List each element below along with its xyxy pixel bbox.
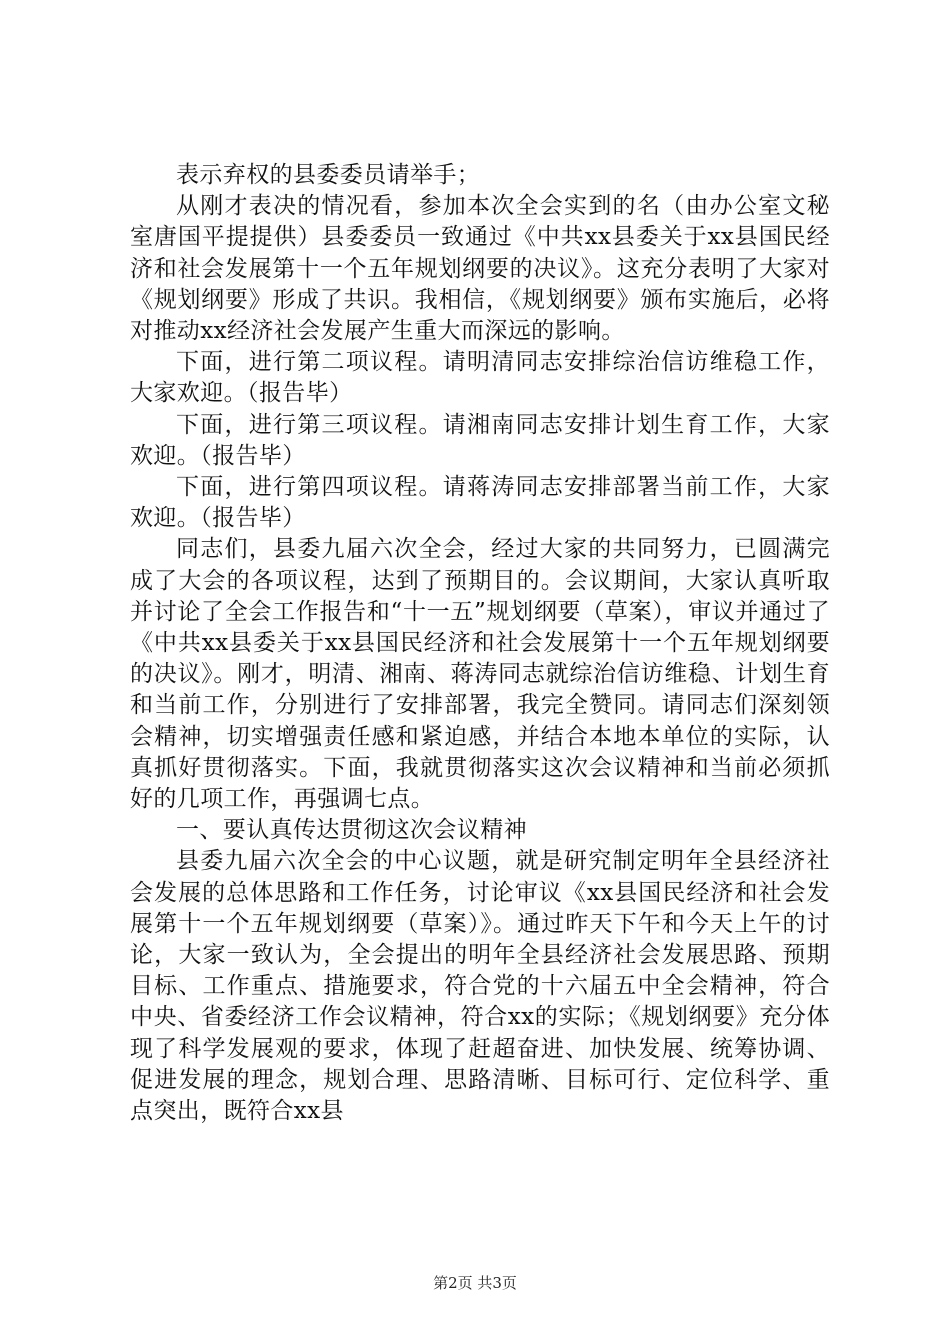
page-number-footer: 第2页 共3页	[433, 1274, 517, 1292]
paragraph-agenda-4: 下面，进行第四项议程。请蒋涛同志安排部署当前工作，大家欢迎。（报告毕）	[130, 474, 830, 532]
section-heading-1: 一、要认真传达贯彻这次会议精神	[176, 817, 527, 844]
paragraph-agenda-3: 下面，进行第三项议程。请湘南同志安排计划生育工作，大家欢迎。（报告毕）	[130, 411, 830, 469]
paragraph-agenda-2: 下面，进行第二项议程。请明清同志安排综治信访维稳工作，大家欢迎。（报告毕）	[130, 349, 830, 407]
document-body	[130, 160, 830, 1127]
paragraph-section-1-body: 县委九届六次全会的中心议题，就是研究制定明年全县经济社会发展的总体思路和工作任务，讨论审议《xx县国民经济和社会发展第十一个五年规划纲要（草案）》。通过昨天下午和今天上午的讨论，大家一致认为，全会提出的明年全县经济社会发展思路、预期目标、工作重点、措施要求，符合党的十六届五中全会精神，符合中央、省委经济工作会议精神，符合xx的实际；《规划纲要》充分体现了科学发展观的要求，体现了赶超奋进、加快发展、统筹协调、促进发展的理念，规划合理、思路清晰、目标可行、定位科学、重点突出，既符合xx县	[130, 848, 830, 1125]
paragraph-abstain: 表示弃权的县委委员请举手；	[176, 162, 481, 188]
paragraph-summary: 同志们，县委九届六次全会，经过大家的共同努力，已圆满完成了大会的各项议程，达到了预期目的。会议期间，大家认真听取并讨论了全会工作报告和“十一五”规划纲要（草案），审议并通过了《中共xx县委关于xx县国民经济和社会发展第十一个五年规划纲要的决议》。刚才，明清、湘南、蒋涛同志就综治信访维稳、计划生育和当前工作，分别进行了安排部署，我完全赞同。请同志们深刻领会精神，切实增强责任感和紧迫感，并结合本地本单位的实际，认真抓好贯彻落实。下面，我就贯彻落实这次会议精神和当前必须抓好的几项工作，再强调七点。	[130, 536, 830, 813]
paragraph-vote-result: 从刚才表决的情况看，参加本次全会实到的名（由办公室文秘室唐国平提提供）县委委员一致通过《中共xx县委关于xx县国民经济和社会发展第十一个五年规划纲要的决议》。这充分表明了大家对《规划纲要》形成了共识。我相信，《规划纲要》颁布实施后，必将对推动xx经济社会发展产生重大而深远的影响。	[130, 193, 830, 345]
